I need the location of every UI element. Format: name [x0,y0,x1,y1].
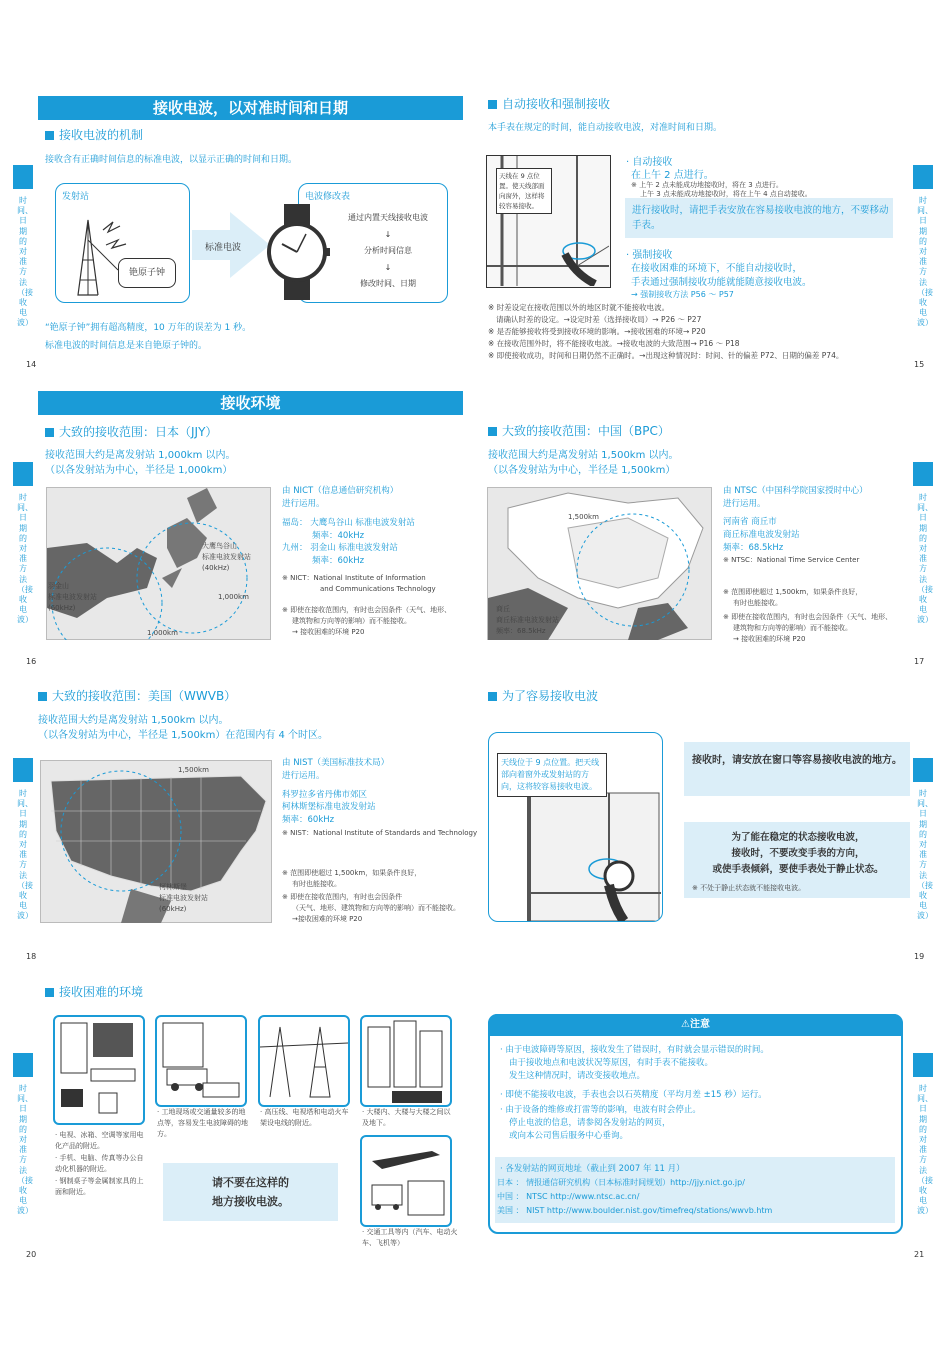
page-number-18: 18 [26,952,37,961]
jjy-st2: 九州： 羽金山 标准电波发射站 [282,543,398,553]
p16-header: 接收环境 [38,391,463,415]
p16-note-1: ※ 即使在接收范围内，有时也会因条件（天气、地形、 [282,606,452,614]
bpc-st2: 商丘标准电波发射站 [723,530,800,540]
auto-receive-box-text: 进行接收时，请把手表安放在容易接收电波的地方，不要移动手表。 [632,205,889,231]
side-tab-17 [913,462,933,486]
side-text-21: 时间、日期的对准方法（接收电波） [917,1084,933,1216]
p17-note-1: ※ 范围即使超过 1,500km，如果条件良好， [723,588,863,596]
p17-line1: 接收范围大约是离发射站 1,500km 以内。 [488,450,679,461]
bpc-st3: 频率：68.5kHz [723,543,784,553]
p16-info: 由 NICT（信息通信研究机构） 进行运用。 [282,486,399,509]
p15-callout: 天线在 9 点位置。使天线部面向窗外，这样将较容易接收。 [496,168,552,214]
p14-header: 接收电波，以对准时间和日期 [38,96,463,120]
usa-map [40,760,272,923]
jjy-station-2: 羽金山 标准电波发射站 (60kHz) [48,582,97,612]
side-tab-21 [913,1053,933,1077]
wwvb-st1: 科罗拉多省丹佛市郊区 [282,790,368,800]
side-text-15: 时间、日期的对准方法（接收电波） [917,196,933,328]
p20-caption-1a: · 电视、冰箱、空调等家用电化产品的附近。 [55,1131,144,1150]
p17-note-3: ※ 即使在接收范围内，有时也会因条件（天气、地形、 [723,613,893,621]
p18-note-1: ※ 范围即使超过 1,500km，如果条件良好， [282,869,422,877]
p18-subtitle: 大致的接收范围：美国（WWVB） [38,687,236,704]
force-line-1: 在接收困难的环境下，不能自动接收时， [631,263,803,274]
p18-note-2: 有时也能接收。 [292,880,341,888]
p20-caption-1c: · 钢制桌子等金属制家具的上面和附近。 [55,1177,144,1196]
side-text-20: 时间、日期的对准方法（接收电波） [17,1084,33,1216]
vehicles-illustration [360,1135,452,1227]
side-tab-14 [13,165,33,189]
p19-tip-box [684,742,910,796]
side-tab-18 [13,758,33,782]
websites-title: · 各发射站的网页地址（截止到 2007 年 11 月） [500,1164,685,1174]
wwvb-radius: 1,500km [178,766,209,774]
atomic-clock-bubble: 铯原子钟 [118,258,176,288]
station-label: 发射站 [62,192,90,202]
p14-intro: 接收含有正确时间信息的标准电波，以显示正确的时间和日期。 [45,155,298,165]
side-text-19: 时间、日期的对准方法（接收电波） [917,789,933,921]
caution-item-1: · 由于电波障碍等原因，接收发生了错误时，有时就会显示错误的时间。 由于接收地点和电波状况等原因，有时手表不能接收。 发生这种情况时，请改变接收地点。 [500,1045,769,1081]
force-ref-link[interactable]: → 强制接收方法 P56 ～ P57 [631,290,734,299]
p18-info: 由 NIST（美国标准技术局） 进行运用。 [282,758,390,781]
p19-stable-text: 为了能在稳定的状态接收电波， 接收时，不要改变手表的方向， 或使手表倾斜，要使手表处于静止状态。 [712,832,884,875]
nict-note-1: ※ NICT：National Institute of Information [282,574,426,582]
caution-header: ⚠注意 [488,1014,903,1036]
p20-caption-1b: · 手机、电脑、传真等办公自动化机器的附近。 [55,1154,144,1173]
bpc-radius: 1,500km [568,513,599,521]
p18-note-4: （天气、地形、建筑物和方向等的影响）而不能接收。 [292,904,460,912]
force-receive-title: · 强制接收 [626,250,673,261]
warning-icon: ⚠ [681,1019,690,1030]
website-usa[interactable]: 美国 ： NIST http://www.boulder.nist.gov/timefreq/stations/wwvb.htm [497,1206,773,1215]
p20-caption-4: · 大楼内、大楼与大楼之间以及地下。 [362,1108,451,1127]
page-number-17: 17 [914,657,925,666]
p19-subtitle: 为了容易接收电波 [488,687,598,704]
wwvb-station: 柯林斯堡 标准电波发射站 (60kHz) [159,883,208,913]
website-china[interactable]: 中国 ： NTSC http://www.ntsc.ac.cn/ [497,1192,640,1201]
p18-note-3: ※ 即使在接收范围内，有时也会因条件 [282,893,403,901]
website-japan[interactable]: 日本 ： 情报通信研究机构（日本标准时间规划）http://jjy.nict.go.jp/ [497,1178,745,1187]
p15-notes: ※ 时差设定在接收范围以外的地区时就不能接收电波。 请确认时差的设定。→设定时差（选择接收局）→ P26 ～ P27 ※ 是否能够接收将受到接收环境的影响。→接收困难的环境→ P20 ※ 在接收范围外时，将不能接收电波。→接收电波的大致范围→ P16 ～ P18 ※ 即使接收成功，时间和日期仍然不正确时。→出现这种情况时：时间、针的偏差 P72、日期的偏差 P74。 [488,303,844,360]
p20-caption-3: · 高压线、电视塔和电动火车架设电线的附近。 [260,1108,349,1127]
p17-note-2: 有时也能接收。 [733,599,782,607]
p14-subtitle: 接收电波的机制 [45,126,143,143]
side-tab-15 [913,165,933,189]
ntsc-note: ※ NTSC：National Time Service Center [723,556,860,564]
p18-note-5[interactable]: →接收困难的环境 P20 [292,915,363,923]
p17-note-5[interactable]: → 接收困难的环境 P20 [733,635,806,643]
watch-flow: 通过内置天线接收电波 ↓ 分析时间信息 ↓ 修改时间、日期 [348,213,428,288]
bpc-st1: 河南省 商丘市 [723,517,777,527]
power-lines-illustration [258,1015,350,1107]
jjy-st2-freq: 频率：60kHz [312,556,365,566]
caution-item-3: · 由于设备的维修或打雷等的影响，电波有时会停止。 停止电波的信息，请参阅各发射站的网页， 或向本公司售后服务中心垂询。 [500,1105,701,1141]
side-tab-16 [13,462,33,486]
p19-stable-note: ※ 不处于静止状态就不能接收电波。 [692,884,806,892]
p16-line1: 接收范围大约是离发射站 1,000km 以内。 [45,450,236,461]
auto-receive-time: 在上午 2 点进行。 [631,170,714,181]
p20-warning-text: 请不要在这样的 地方接收电波。 [212,1176,289,1208]
side-text-17: 时间、日期的对准方法（接收电波） [917,493,933,625]
p18-line1: 接收范围大约是离发射站 1,500km 以内。 [38,715,229,726]
page-number-14: 14 [26,360,37,369]
auto-note-1: ※ 上午 2 点未能成功地接收时，将在 3 点进行。 [631,181,783,189]
caution-item-2: · 即使不能接收电波，手表也会以石英精度（平均月差 ±15 秒）运行。 [500,1090,767,1100]
p16-note-3[interactable]: → 接收困难的环境 P20 [292,628,365,636]
p19-tip-text: 接收时，请安放在窗口等容易接收电波的地方。 [692,755,902,766]
p17-subtitle: 大致的接收范围：中国（BPC） [488,422,670,439]
jjy-station-1: 大鹰鸟谷山 标准电波发射站 (40kHz) [202,542,251,572]
p16-note-2: 建筑物和方向等的影响）而不能接收。 [292,617,411,625]
nist-note: ※ NIST：National Institute of Standards and Technology [282,829,478,837]
buildings-illustration [360,1015,452,1107]
p18-line2: （以各发射站为中心，半径是 1,500km）在范围内有 4 个时区。 [38,730,329,741]
page-number-20: 20 [26,1250,37,1259]
appliances-illustration [53,1015,145,1125]
p15-subtitle: 自动接收和强制接收 [488,95,610,112]
p14-note1: “铯原子钟”拥有超高精度，10 万年的误差为 1 秒。 [45,323,252,333]
page-number-15: 15 [914,360,925,369]
p14-note2: 标准电波的时间信息是来自铯原子钟的。 [45,341,208,351]
page-number-16: 16 [26,657,37,666]
page-number-21: 21 [914,1250,925,1259]
auto-receive-title: · 自动接收 [626,157,673,168]
p16-subtitle: 大致的接收范围：日本（JJY） [45,423,217,440]
p17-note-4: 建筑物和方向等的影响）而不能接收。 [733,624,852,632]
side-text-14: 时间、日期的对准方法（接收电波） [17,196,33,328]
wwvb-st3: 频率：60kHz [282,815,335,825]
p20-caption-5: · 交通工具等内（汽车、电动火车、飞机等） [362,1228,458,1247]
p20-caption-2: · 工地现场或交通量较多的地点等，容易发生电波障碍的地方。 [157,1108,248,1138]
side-text-18: 时间、日期的对准方法（接收电波） [17,789,33,921]
watch-icon [262,204,332,300]
side-tab-20 [13,1053,33,1077]
p17-line2: （以各发射站为中心，半径是 1,500km） [488,465,676,476]
side-tab-19 [913,758,933,782]
jjy-radius-2: 1,000km [147,629,178,637]
p16-line2: （以各发射站为中心，半径是 1,000km） [45,465,233,476]
std-wave-label: 标准电波 [205,243,242,253]
jjy-st1-freq: 频率：40kHz [312,531,365,541]
p15-intro: 本手表在规定的时间，能自动接收电波，对准时间和日期。 [488,123,723,133]
construction-illustration [155,1015,247,1107]
page-number-19: 19 [914,952,925,961]
watch-label: 电波修改表 [305,192,351,202]
jjy-st1: 福岛： 大鹰鸟谷山 标准电波发射站 [282,518,415,528]
auto-note-2: 上午 3 点未能成功地接收时，将在上午 4 点自动接收。 [640,190,812,198]
nict-note-2: and Communications Technology [320,585,436,593]
p20-subtitle: 接收困难的环境 [45,983,143,1000]
p19-callout: 天线位于 9 点位置。把天线部向着窗外或发射站的方向，这将较容易接收电波。 [497,753,607,797]
side-text-16: 时间、日期的对准方法（接收电波） [17,493,33,625]
wwvb-st2: 柯林斯堡标准电波发射站 [282,802,376,812]
jjy-radius-1: 1,000km [218,593,249,601]
p17-info: 由 NTSC（中国科学院国家授时中心） 进行运用。 [723,486,868,509]
bpc-station: 商丘 商丘标准电波发射站 频率：68.5kHz [496,605,559,635]
force-line-2: 手表通过强制接收功能就能随意接收电波。 [631,277,812,288]
